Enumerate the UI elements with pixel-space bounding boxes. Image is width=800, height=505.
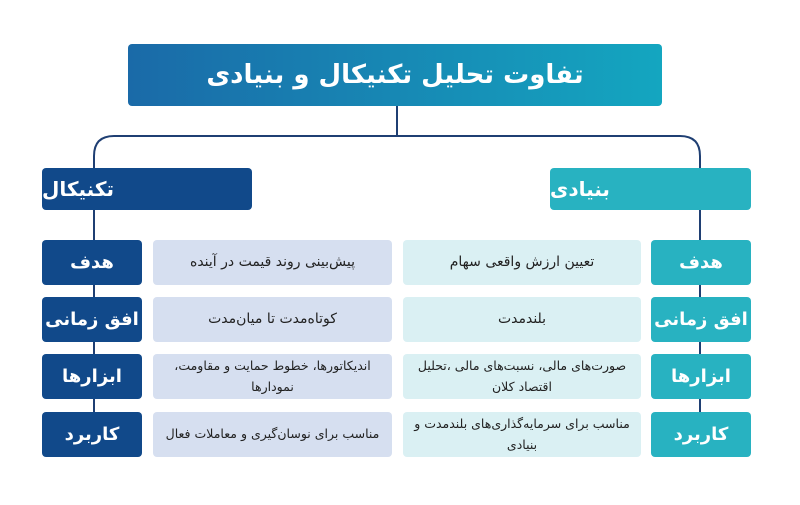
technical-label-horizon: افق زمانی xyxy=(42,297,142,342)
technical-cell-tools: اندیکاتورها، خطوط حمایت و مقاومت، نمودارها xyxy=(153,354,392,399)
fundamental-cell-usage: مناسب برای سرمایه‌گذاری‌های بلندمدت و بنیادی xyxy=(403,412,641,457)
technical-label-tools: ابزارها xyxy=(42,354,142,399)
fundamental-label-horizon: افق زمانی xyxy=(651,297,751,342)
fundamental-cell-tools: صورت‌های مالی، نسبت‌های مالی ،تحلیل اقتصاد کلان xyxy=(403,354,641,399)
technical-cell-horizon: کوتاه‌مدت تا میان‌مدت xyxy=(153,297,392,342)
diagram-title: تفاوت تحلیل تکنیکال و بنیادی xyxy=(128,44,662,106)
technical-cell-goal: پیش‌بینی روند قیمت در آینده xyxy=(153,240,392,285)
technical-label-usage: کاربرد xyxy=(42,412,142,457)
fundamental-cell-goal: تعیین ارزش واقعی سهام xyxy=(403,240,641,285)
fundamental-label-usage: کاربرد xyxy=(651,412,751,457)
technical-header: تکنیکال xyxy=(42,168,252,210)
fundamental-cell-horizon: بلندمدت xyxy=(403,297,641,342)
technical-label-goal: هدف xyxy=(42,240,142,285)
fundamental-header: بنیادی xyxy=(550,168,751,210)
fundamental-label-tools: ابزارها xyxy=(651,354,751,399)
technical-cell-usage: مناسب برای نوسان‌گیری و معاملات فعال xyxy=(153,412,392,457)
fundamental-label-goal: هدف xyxy=(651,240,751,285)
